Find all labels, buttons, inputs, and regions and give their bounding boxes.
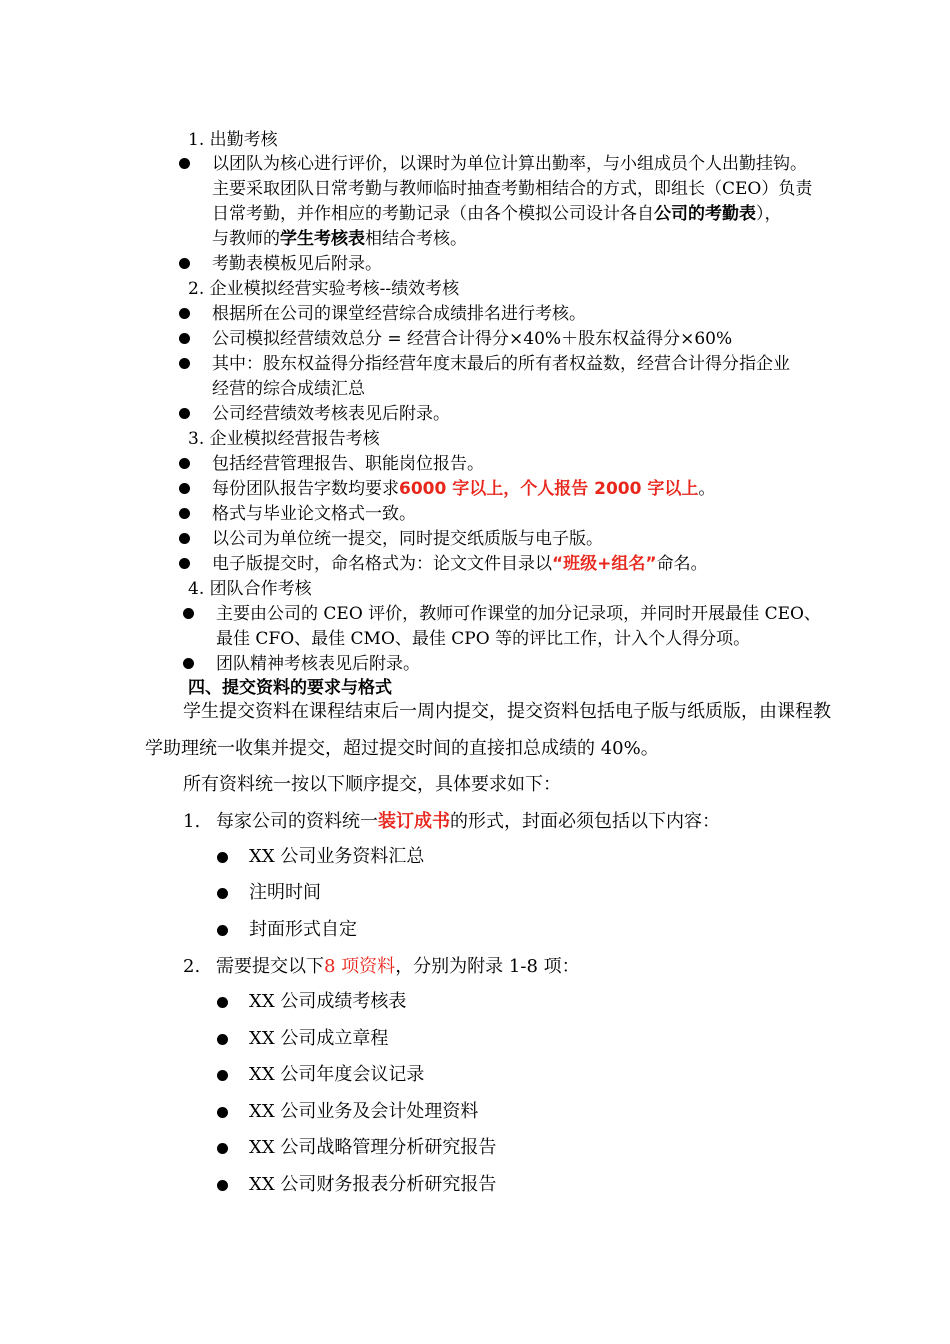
word-count-requirement: 6000 字以上，个人报告 2000 字以上	[399, 479, 699, 499]
item-2-bullet-2: XX 公司成立章程	[249, 1028, 389, 1049]
bullet-icon	[179, 458, 190, 469]
s2-bullet-4: 公司经营绩效考核表见后附录。	[212, 404, 450, 424]
student-assessment-table-term: 学生考核表	[280, 229, 365, 249]
section-4-heading: 4. 团队合作考核	[188, 579, 312, 599]
bullet-icon	[179, 533, 190, 544]
bullet-icon	[179, 308, 190, 319]
bullet-icon	[179, 408, 190, 419]
bullet-icon	[179, 158, 190, 169]
s2-bullet-1: 根据所在公司的课堂经营综合成绩排名进行考核。	[212, 304, 586, 324]
item-2-bullet-5: XX 公司战略管理分析研究报告	[249, 1137, 497, 1158]
bullet-icon	[179, 483, 190, 494]
s1-bullet-1-line-2: 主要采取团队日常考勤与教师临时抽查考勤相结合的方式，即组长（CEO）负责	[212, 179, 813, 199]
bullet-icon	[179, 258, 190, 269]
part-4-para-1-line-1: 学生提交资料在课程结束后一周内提交，提交资料包括电子版与纸质版，由课程教	[183, 701, 831, 722]
s1-bullet-2: 考勤表模板见后附录。	[212, 254, 382, 274]
item-1-bullet-3: 封面形式自定	[249, 919, 357, 940]
part-4-para-1-line-2: 学助理统一收集并提交，超过提交时间的直接扣总成绩的 40%。	[145, 738, 659, 759]
bullet-icon	[183, 608, 194, 619]
item-1-number: 1.	[183, 811, 201, 832]
bullet-icon	[217, 997, 228, 1008]
bound-book-term: 装订成书	[378, 811, 450, 832]
s3-bullet-4: 以公司为单位统一提交，同时提交纸质版与电子版。	[212, 529, 603, 549]
item-2-text: 需要提交以下8 项资料，分别为附录 1-8 项：	[216, 956, 580, 977]
naming-format: “班级+组名”	[552, 554, 657, 574]
item-2-bullet-1: XX 公司成绩考核表	[249, 991, 407, 1012]
bullet-icon	[183, 658, 194, 669]
bullet-icon	[217, 1180, 228, 1191]
s4-bullet-1-line-2: 最佳 CFO、最佳 CMO、最佳 CPO 等的评比工作，计入个人得分项。	[216, 629, 751, 649]
item-1-text: 每家公司的资料统一装订成书的形式，封面必须包括以下内容：	[216, 811, 720, 832]
bullet-icon	[217, 852, 228, 863]
bullet-icon	[179, 358, 190, 369]
eight-items-term: 8 项资料	[324, 956, 396, 977]
s3-bullet-3: 格式与毕业论文格式一致。	[212, 504, 416, 524]
s1-bullet-1-line-1: 以团队为核心进行评价，以课时为单位计算出勤率，与小组成员个人出勤挂钩。	[212, 154, 807, 174]
s3-bullet-2: 每份团队报告字数均要求6000 字以上，个人报告 2000 字以上。	[212, 479, 716, 499]
bullet-icon	[179, 558, 190, 569]
s2-bullet-2: 公司模拟经营绩效总分 = 经营合计得分×40%＋股东权益得分×60%	[212, 329, 733, 349]
part-4-para-2: 所有资料统一按以下顺序提交，具体要求如下：	[183, 774, 561, 795]
s2-bullet-3-line-2: 经营的综合成绩汇总	[212, 379, 365, 399]
item-1-bullet-1: XX 公司业务资料汇总	[249, 846, 425, 867]
bullet-icon	[179, 508, 190, 519]
s1-bullet-1-line-3: 日常考勤，并作相应的考勤记录（由各个模拟公司设计各自公司的考勤表），	[212, 204, 782, 224]
section-2-heading: 2. 企业模拟经营实验考核--绩效考核	[188, 279, 460, 299]
item-2-bullet-3: XX 公司年度会议记录	[249, 1064, 425, 1085]
part-4-heading: 四、提交资料的要求与格式	[188, 678, 392, 698]
s1-bullet-1-line-4: 与教师的学生考核表相结合考核。	[212, 229, 467, 249]
bullet-icon	[217, 1034, 228, 1045]
item-2-bullet-4: XX 公司业务及会计处理资料	[249, 1101, 479, 1122]
s4-bullet-1-line-1: 主要由公司的 CEO 评价，教师可作课堂的加分记录项，并同时开展最佳 CEO、	[216, 604, 821, 624]
bullet-icon	[179, 333, 190, 344]
item-1-bullet-2: 注明时间	[249, 882, 321, 903]
item-2-number: 2.	[183, 956, 201, 977]
item-2-bullet-6: XX 公司财务报表分析研究报告	[249, 1174, 497, 1195]
attendance-table-term: 公司的考勤表	[654, 204, 756, 224]
bullet-icon	[217, 888, 228, 899]
s3-bullet-5: 电子版提交时，命名格式为：论文文件目录以“班级+组名”命名。	[212, 554, 708, 574]
bullet-icon	[217, 925, 228, 936]
section-3-heading: 3. 企业模拟经营报告考核	[188, 429, 380, 449]
s2-bullet-3-line-1: 其中：股东权益得分指经营年度末最后的所有者权益数，经营合计得分指企业	[212, 354, 790, 374]
bullet-icon	[217, 1107, 228, 1118]
section-1-heading: 1. 出勤考核	[188, 130, 278, 150]
s4-bullet-2: 团队精神考核表见后附录。	[216, 654, 420, 674]
bullet-icon	[217, 1143, 228, 1154]
s3-bullet-1: 包括经营管理报告、职能岗位报告。	[212, 454, 484, 474]
bullet-icon	[217, 1070, 228, 1081]
